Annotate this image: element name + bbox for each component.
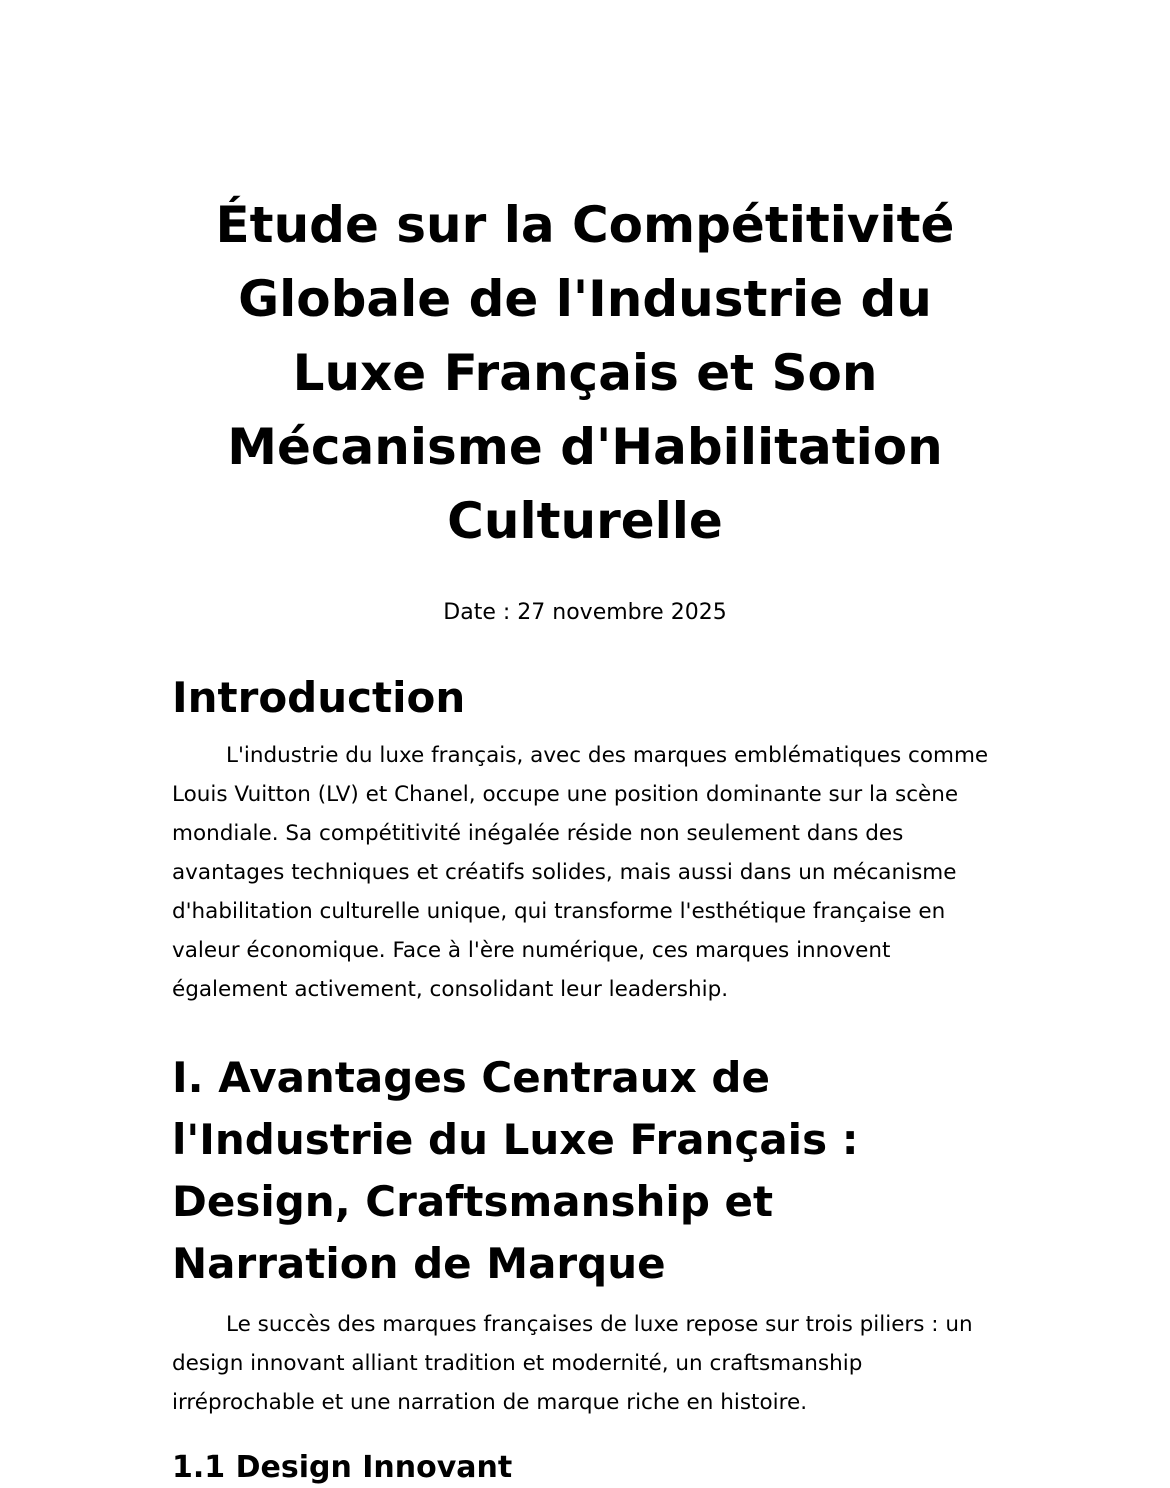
section-1-paragraph: Le succès des marques françaises de luxe repose sur trois piliers : un design innovant alliant tradition et modernité, un craftsmanship irréprochable et une narration de marque riche en histoire. [172, 1312, 973, 1415]
document-date: Date : 27 novembre 2025 [443, 600, 727, 625]
subsection-1-1-heading: 1.1 Design Innovant [172, 1450, 513, 1485]
introduction-paragraph: L'industrie du luxe français, avec des marques emblématiques comme Louis Vuitton (LV) et Chanel, occupe une position dominante sur la scène mondiale. Sa compétitivité inégalée réside non seulement dans des avantages techniques et créatifs solides, mais aussi dans un mécanisme d'habilitation culturelle unique, qui transforme l'esthétique française en valeur économique. Face à l'ère numérique, ces marques innovent également activement, consolidant leur leadership. [172, 743, 989, 1002]
document-page [172, 188, 998, 1488]
section-1-heading: I. Avantages Centraux de l'Industrie du Luxe Français : Design, Craftsmanship et Narration de Marque [172, 1053, 859, 1288]
document-title: Étude sur la Compétitivité Globale de l'Industrie du Luxe Français et Son Mécanisme d'Habilitation Culturelle [215, 196, 955, 550]
introduction-heading: Introduction [172, 673, 466, 722]
